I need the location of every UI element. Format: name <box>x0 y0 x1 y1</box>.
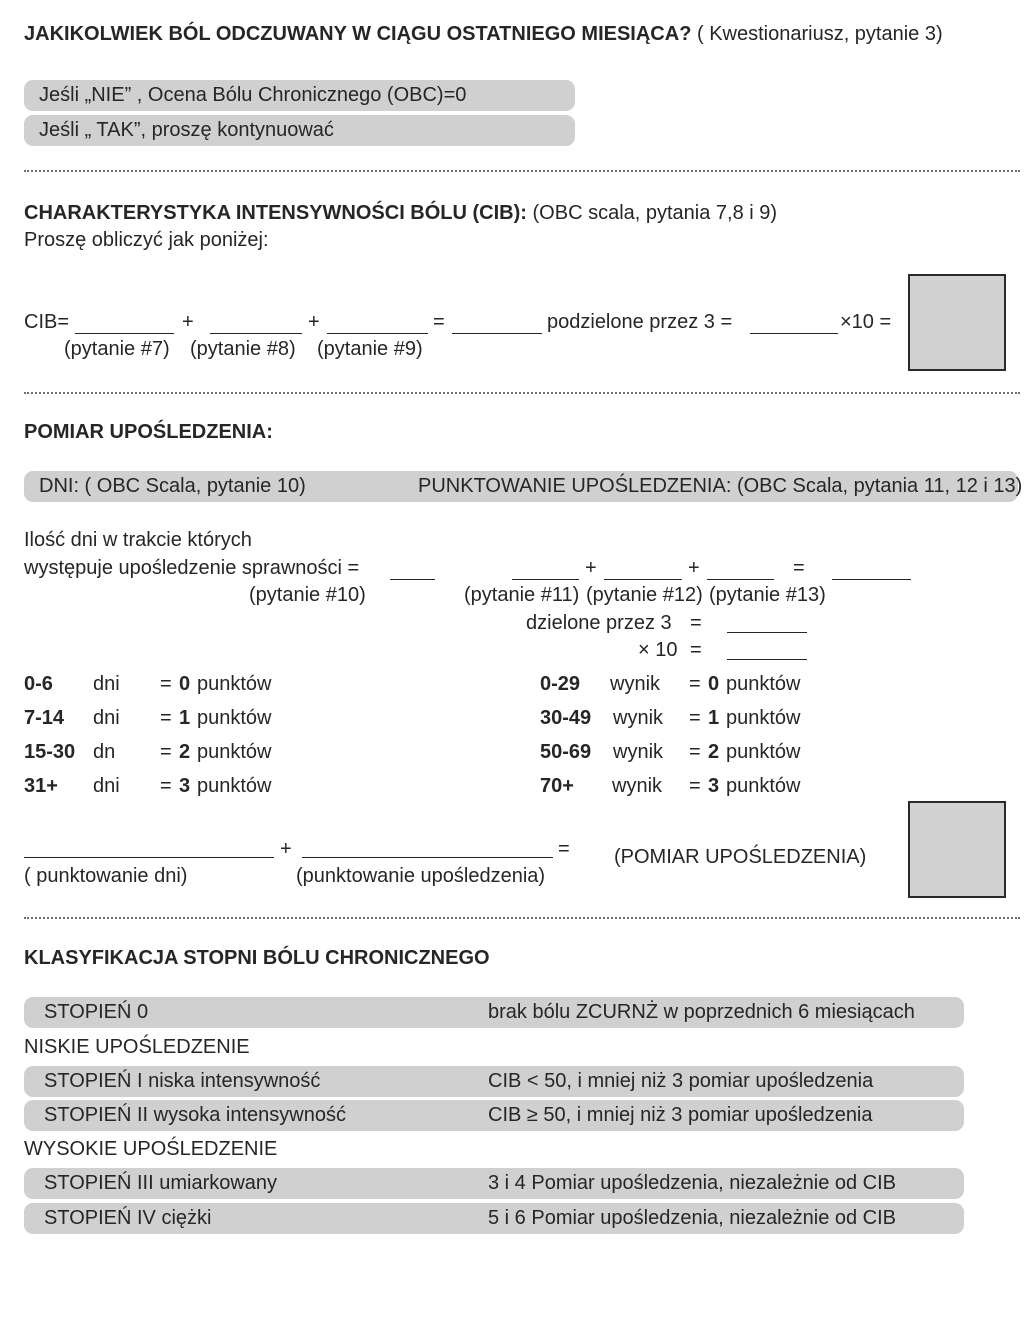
cib-plus-1: + <box>182 311 194 333</box>
score-points-label: punktów <box>726 673 801 695</box>
grade-2-row <box>24 1100 964 1131</box>
yes-pain-row <box>24 115 575 146</box>
grade-3-desc: 3 i 4 Pomiar upośledzenia, niezależnie od CIB <box>488 1172 897 1194</box>
q7-blank[interactable] <box>75 333 174 334</box>
disability-header <box>24 471 1023 502</box>
q12-blank[interactable] <box>604 579 682 580</box>
grade-3-name: STOPIEŃ III umiarkowany <box>44 1172 278 1194</box>
score-points-caption: (punktowanie upośledzenia) <box>296 865 546 887</box>
days-points-label: punktów <box>197 741 272 763</box>
score-times10-equals: = <box>690 639 702 661</box>
section4-title: KLASYFIKACJA STOPNI BÓLU CHRONICZNEGO <box>24 947 490 969</box>
cib-divided-label: podzielone przez 3 = <box>547 311 733 333</box>
days-points-label: punktów <box>197 673 272 695</box>
grade-1-desc: CIB < 50, i mniej niż 3 pomiar upośledzenia <box>488 1070 874 1092</box>
divider-3 <box>24 917 1020 919</box>
q7-label: (pytanie #7) <box>64 338 170 360</box>
grade-3-row <box>24 1168 964 1199</box>
section1-title-rest: ( Kwestionariusz, pytanie 3) <box>691 23 943 45</box>
score-points: 3 <box>708 775 720 797</box>
days-equals: = <box>160 741 172 763</box>
days-equals: = <box>160 775 172 797</box>
grade-4-desc: 5 i 6 Pomiar upośledzenia, niezależnie od CIB <box>488 1207 897 1229</box>
grade-2-desc: CIB ≥ 50, i mniej niż 3 pomiar upośledzenia <box>488 1104 873 1126</box>
q8-blank[interactable] <box>210 333 302 334</box>
score-times10-blank[interactable] <box>727 659 807 660</box>
no-pain-text: Jeśli „NIE” , Ocena Bólu Chronicznego (OBC)=0 <box>39 84 467 106</box>
grade-1-name: STOPIEŃ I niska intensywność <box>44 1070 321 1092</box>
score-unit: wynik <box>610 673 661 695</box>
q9-label: (pytanie #9) <box>317 338 423 360</box>
score-header: PUNKTOWANIE UPOŚLEDZENIA: (OBC Scala, pytania 11, 12 i 13) <box>418 475 1023 497</box>
score-equals: = <box>689 775 701 797</box>
days-points-blank[interactable] <box>24 857 274 858</box>
grade-0-row <box>24 997 964 1028</box>
score-range: 70+ <box>540 775 574 797</box>
days-range: 7-14 <box>24 707 65 729</box>
days-range: 0-6 <box>24 673 53 695</box>
q13-blank[interactable] <box>707 579 774 580</box>
days-unit: dni <box>93 673 120 695</box>
high-disability-heading: WYSOKIE UPOŚLEDZENIE <box>24 1138 278 1160</box>
cib-equals: = <box>433 311 445 333</box>
score-plus-2: + <box>688 557 700 579</box>
q10-blank[interactable] <box>390 579 435 580</box>
grade-2-name: STOPIEŃ II wysoka intensywność <box>44 1104 346 1126</box>
score-points: 1 <box>708 707 720 729</box>
score-unit: wynik <box>612 775 663 797</box>
disability-result-label: (POMIAR UPOŚLEDZENIA) <box>614 846 867 868</box>
score-divided-equals: = <box>690 612 702 634</box>
score-divided-blank[interactable] <box>727 632 807 633</box>
cib-label: CIB= <box>24 311 70 333</box>
sum-equals: = <box>558 838 570 860</box>
days-range: 31+ <box>24 775 58 797</box>
divider-1 <box>24 170 1020 172</box>
score-divided-label: dzielone przez 3 <box>526 612 672 634</box>
days-points-caption: ( punktowanie dni) <box>24 865 188 887</box>
sum-plus: + <box>280 838 292 860</box>
score-unit: wynik <box>613 707 664 729</box>
cib-times10-label: ×10 = <box>840 311 892 333</box>
divider-2 <box>24 392 1020 394</box>
score-points-label: punktów <box>726 741 801 763</box>
q12-label: (pytanie #12) <box>586 584 703 606</box>
cib-plus-2: + <box>308 311 320 333</box>
score-unit: wynik <box>613 741 664 763</box>
cib-sum-blank[interactable] <box>452 333 542 334</box>
days-points: 1 <box>179 707 191 729</box>
days-points-label: punktów <box>197 707 272 729</box>
q11-blank[interactable] <box>512 579 579 580</box>
q8-label: (pytanie #8) <box>190 338 296 360</box>
score-range: 0-29 <box>540 673 581 695</box>
days-unit: dni <box>93 707 120 729</box>
days-points: 3 <box>179 775 191 797</box>
days-unit: dni <box>93 775 120 797</box>
section1-title-bold: JAKIKOLWIEK BÓL ODCZUWANY W CIĄGU OSTATNIEGO MIESIĄCA? <box>24 23 692 45</box>
score-plus-1: + <box>585 557 597 579</box>
section2-title <box>24 202 777 225</box>
grade-4-row <box>24 1203 964 1234</box>
q13-label: (pytanie #13) <box>709 584 826 606</box>
days-range: 15-30 <box>24 741 76 763</box>
score-points: 2 <box>708 741 720 763</box>
score-sum-blank[interactable] <box>832 579 911 580</box>
q10-label: (pytanie #10) <box>249 584 366 606</box>
days-points: 0 <box>179 673 191 695</box>
score-equals: = <box>689 673 701 695</box>
cib-result-box[interactable] <box>908 274 1006 371</box>
grade-1-row <box>24 1066 964 1097</box>
grade-0-desc: brak bólu ZCURNŻ w poprzednich 6 miesiącach <box>488 1001 915 1023</box>
days-equals: = <box>160 707 172 729</box>
grade-4-name: STOPIEŃ IV ciężki <box>44 1207 212 1229</box>
score-equals: = <box>689 707 701 729</box>
days-equals: = <box>160 673 172 695</box>
score-points-label: punktów <box>726 707 801 729</box>
days-points: 2 <box>179 741 191 763</box>
score-equals: = <box>793 557 805 579</box>
days-points-label: punktów <box>197 775 272 797</box>
no-pain-row <box>24 80 575 111</box>
section2-title-bold: CHARAKTERYSTYKA INTENSYWNOŚCI BÓLU (CIB): <box>24 202 527 224</box>
q11-label: (pytanie #11) <box>464 584 580 606</box>
score-times10-label: × 10 <box>638 639 678 661</box>
cib-divided-blank[interactable] <box>750 333 838 334</box>
low-disability-heading: NISKIE UPOŚLEDZENIE <box>24 1036 250 1058</box>
days-text-line2: występuje upośledzenie sprawności = <box>24 557 360 579</box>
cib-instruction: Proszę obliczyć jak poniżej: <box>24 229 269 251</box>
section2-title-rest: (OBC scala, pytania 7,8 i 9) <box>526 202 778 224</box>
days-header: DNI: ( OBC Scala, pytanie 10) <box>39 475 306 497</box>
score-range: 50-69 <box>540 741 592 763</box>
days-text-line1: Ilość dni w trakcie których <box>24 529 252 551</box>
disability-result-box[interactable] <box>908 801 1006 898</box>
score-points: 0 <box>708 673 720 695</box>
section3-title: POMIAR UPOŚLEDZENIA: <box>24 421 273 443</box>
grade-0-name: STOPIEŃ 0 <box>44 1001 149 1023</box>
yes-pain-text: Jeśli „ TAK”, proszę kontynuować <box>39 119 334 141</box>
score-range: 30-49 <box>540 707 592 729</box>
score-points-label: punktów <box>726 775 801 797</box>
days-unit: dn <box>93 741 116 763</box>
score-points-blank[interactable] <box>302 857 553 858</box>
section1-title <box>24 23 943 46</box>
q9-blank[interactable] <box>327 333 428 334</box>
score-equals: = <box>689 741 701 763</box>
